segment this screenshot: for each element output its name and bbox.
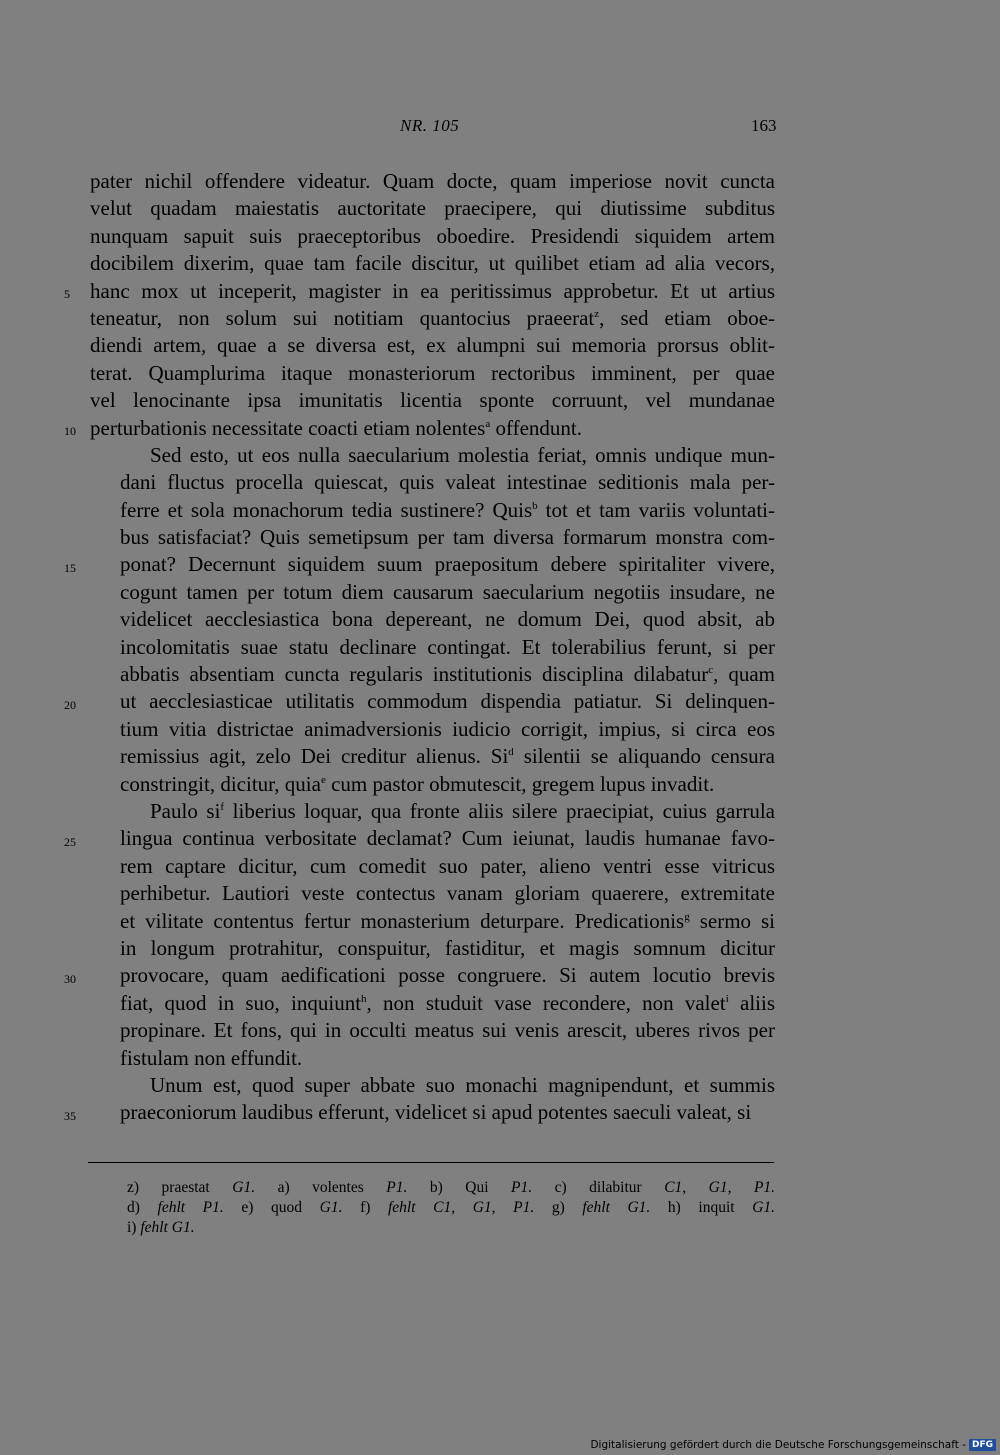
text-line: Paulo $si^f$ liberius loquar, qua fronte aliis silere praecipiat, cuius garrula (150, 798, 776, 823)
text-line: praeconiorum laudibus efferunt, videlicet si apud potentes saeculi valeat, si (120, 1100, 752, 1125)
text-line: fistulam non effundit. (120, 1045, 303, 1070)
line-number: 10 (64, 423, 76, 438)
line-number: 25 (64, 834, 76, 849)
text-line: cogunt tamen per totum diem causarum saecularium negotiis insudare, ne (120, 579, 775, 604)
text-line: velut quadam maiestatis auctoritate praecipere, qui diutissime subditus (90, 196, 775, 221)
text-line: lingua continua verbositate declamat? Cum ieiunat, laudis humanae favo- (120, 826, 775, 851)
footnote-marker: e (320, 773, 326, 786)
text-line: propinare. Et fons, qui in occulti meatus sui venis arescit, uberes rivos per (120, 1018, 775, 1043)
line-number: 5 (64, 286, 70, 301)
footnote-entry: a) volentes P1. (277, 1179, 408, 1196)
text-line: perturbationis necessitate coacti etiam nolentes$^a$ offendunt. (90, 415, 583, 440)
paragraph (90, 168, 775, 442)
text-line: nunquam sapuit suis praeceptoribus oboedire. Presidendi siquidem artem (90, 223, 775, 248)
text-line: perhibetur. Lautiori veste contectus vanam gloriam quaerere, extremitate (120, 881, 775, 906)
running-head (0, 116, 1000, 142)
text-line: hanc mox ut inceperit, magister in ea peritissimus approbetur. Et ut artius (90, 278, 775, 303)
footnote-marker: g (684, 910, 690, 923)
footnote-line (127, 1178, 775, 1198)
text-line: abbatis absentiam cuncta regularis institutionis disciplina dilabatur$^c$, quam (120, 662, 775, 687)
dfg-credit-text: Digitalisierung gefördert durch die Deutsche Forschungsgemeinschaft - (590, 1439, 966, 1451)
footnote-entry: h) inquit G1. (667, 1199, 776, 1216)
page-number: 163 (751, 116, 777, 135)
text-line: provocare, quam aedificationi posse congruere. Si autem locutio brevis (120, 963, 775, 988)
footnote-entry: c) dilabitur C1, G1, P1. (554, 1179, 776, 1196)
text-line: fiat, quod in suo, inquiunt$^h$, non studuit vase recondere, non valet$^i$ aliis (120, 990, 776, 1015)
footnote-marker: d (508, 746, 514, 759)
footnote-entry: f) fehlt C1, G1, P1. (360, 1199, 535, 1216)
text-line: Sed esto, ut eos nulla saecularium molestia feriat, omnis undique mun- (150, 442, 775, 467)
line-number: 35 (64, 1108, 76, 1123)
text-line: pater nichil offendere videatur. Quam docte, quam imperiose novit cuncta (90, 169, 775, 193)
text-line: diendi artem, quae a se diversa est, ex alumpni sui memoria prorsus oblit- (90, 333, 775, 358)
footnote-marker: f (220, 800, 225, 813)
text-line: ponat? Decernunt siquidem suum praepositum debere spiritaliter vivere, (120, 552, 775, 577)
line-number: 30 (64, 971, 76, 986)
running-title: NR. 105 (400, 116, 460, 135)
text-line: docibilem dixerim, quae tam facile discitur, ut quilibet etiam ad alia vecors, (90, 251, 775, 276)
footnote-marker: c (708, 664, 714, 677)
footnote-line (127, 1198, 775, 1218)
footnote-line (127, 1218, 775, 1238)
footnote-entry: z) praestat G1. (127, 1179, 256, 1196)
dfg-credit (590, 1438, 996, 1452)
paragraph (90, 798, 775, 1072)
text-line: in longum protrahitur, conspuitur, fastiditur, et magis somnum dicitur (120, 935, 775, 960)
text-line: tium vitia districtae animadversionis iudicio corrigit, impius, si circa eos (120, 716, 775, 741)
footnote-entry: g) fehlt G1. (551, 1199, 651, 1216)
text-line: teneatur, non solum sui notitiam quantocius praeerat$^z$, sed etiam oboe- (90, 305, 776, 330)
text-line: remissius agit, zelo Dei creditur alienus. Si$^d$ silentii se aliquando censura (120, 744, 775, 769)
text-line: ferre et sola monachorum tedia sustinere? Quis$^b$ tot et tam variis voluntati- (120, 497, 775, 522)
text-line: terat. Quamplurima itaque monasteriorum rectoribus imminent, per quae (90, 360, 775, 385)
text-line: incolomitatis suae statu declinare contingat. Et tolerabilius ferunt, si per (120, 634, 775, 659)
footnote-entry: d) fehlt P1. (127, 1199, 224, 1216)
text-line: videlicet aecclesiastica bona depereant, ne domum Dei, quod absit, ab (120, 607, 775, 632)
line-number: 20 (64, 697, 76, 712)
text-line: ut aecclesiasticae utilitatis commodum dispendia patiatur. Si delinquen- (120, 689, 775, 714)
paragraph (90, 442, 775, 798)
text-line: constringit, dicitur, quia$^e$ cum pastor obmutescit, gregem lupus invadit. (120, 771, 715, 796)
line-number: 15 (64, 560, 76, 575)
paragraph (90, 1072, 775, 1127)
footnote-marker: b (532, 499, 538, 512)
main-text (90, 168, 775, 1127)
footnote-marker: a (485, 417, 491, 430)
footnote-entry: i) fehlt G1. (127, 1219, 195, 1236)
dfg-logo-icon: DFG (969, 1439, 996, 1451)
text-line: rem captare dicitur, cum comedit suo pater, alieno ventri esse vitricus (120, 853, 775, 878)
apparatus-footnotes (127, 1178, 775, 1238)
text-line: Unum est, quod super abbate suo monachi magnipendunt, et summis (150, 1072, 775, 1097)
text-line: vel lenocinante ipsa imunitatis licentia sponte corruunt, vel mundanae (90, 388, 775, 413)
footnote-rule (88, 1162, 774, 1163)
text-line: bus satisfaciat? Quis semetipsum per tam diversa formarum monstra com- (120, 525, 775, 550)
footnote-entry: e) quod G1. (241, 1199, 343, 1216)
footnote-marker: z (594, 307, 600, 320)
footnote-entry: b) Qui P1. (429, 1179, 533, 1196)
text-line: dani fluctus procella quiescat, quis valeat intestinae seditionis mala per- (120, 470, 775, 495)
footnote-marker: h (361, 992, 367, 1005)
footnote-marker: i (725, 992, 729, 1005)
text-line: et vilitate contentus fertur monasterium deturpare. Predicationis$^g$ sermo si (120, 908, 775, 933)
